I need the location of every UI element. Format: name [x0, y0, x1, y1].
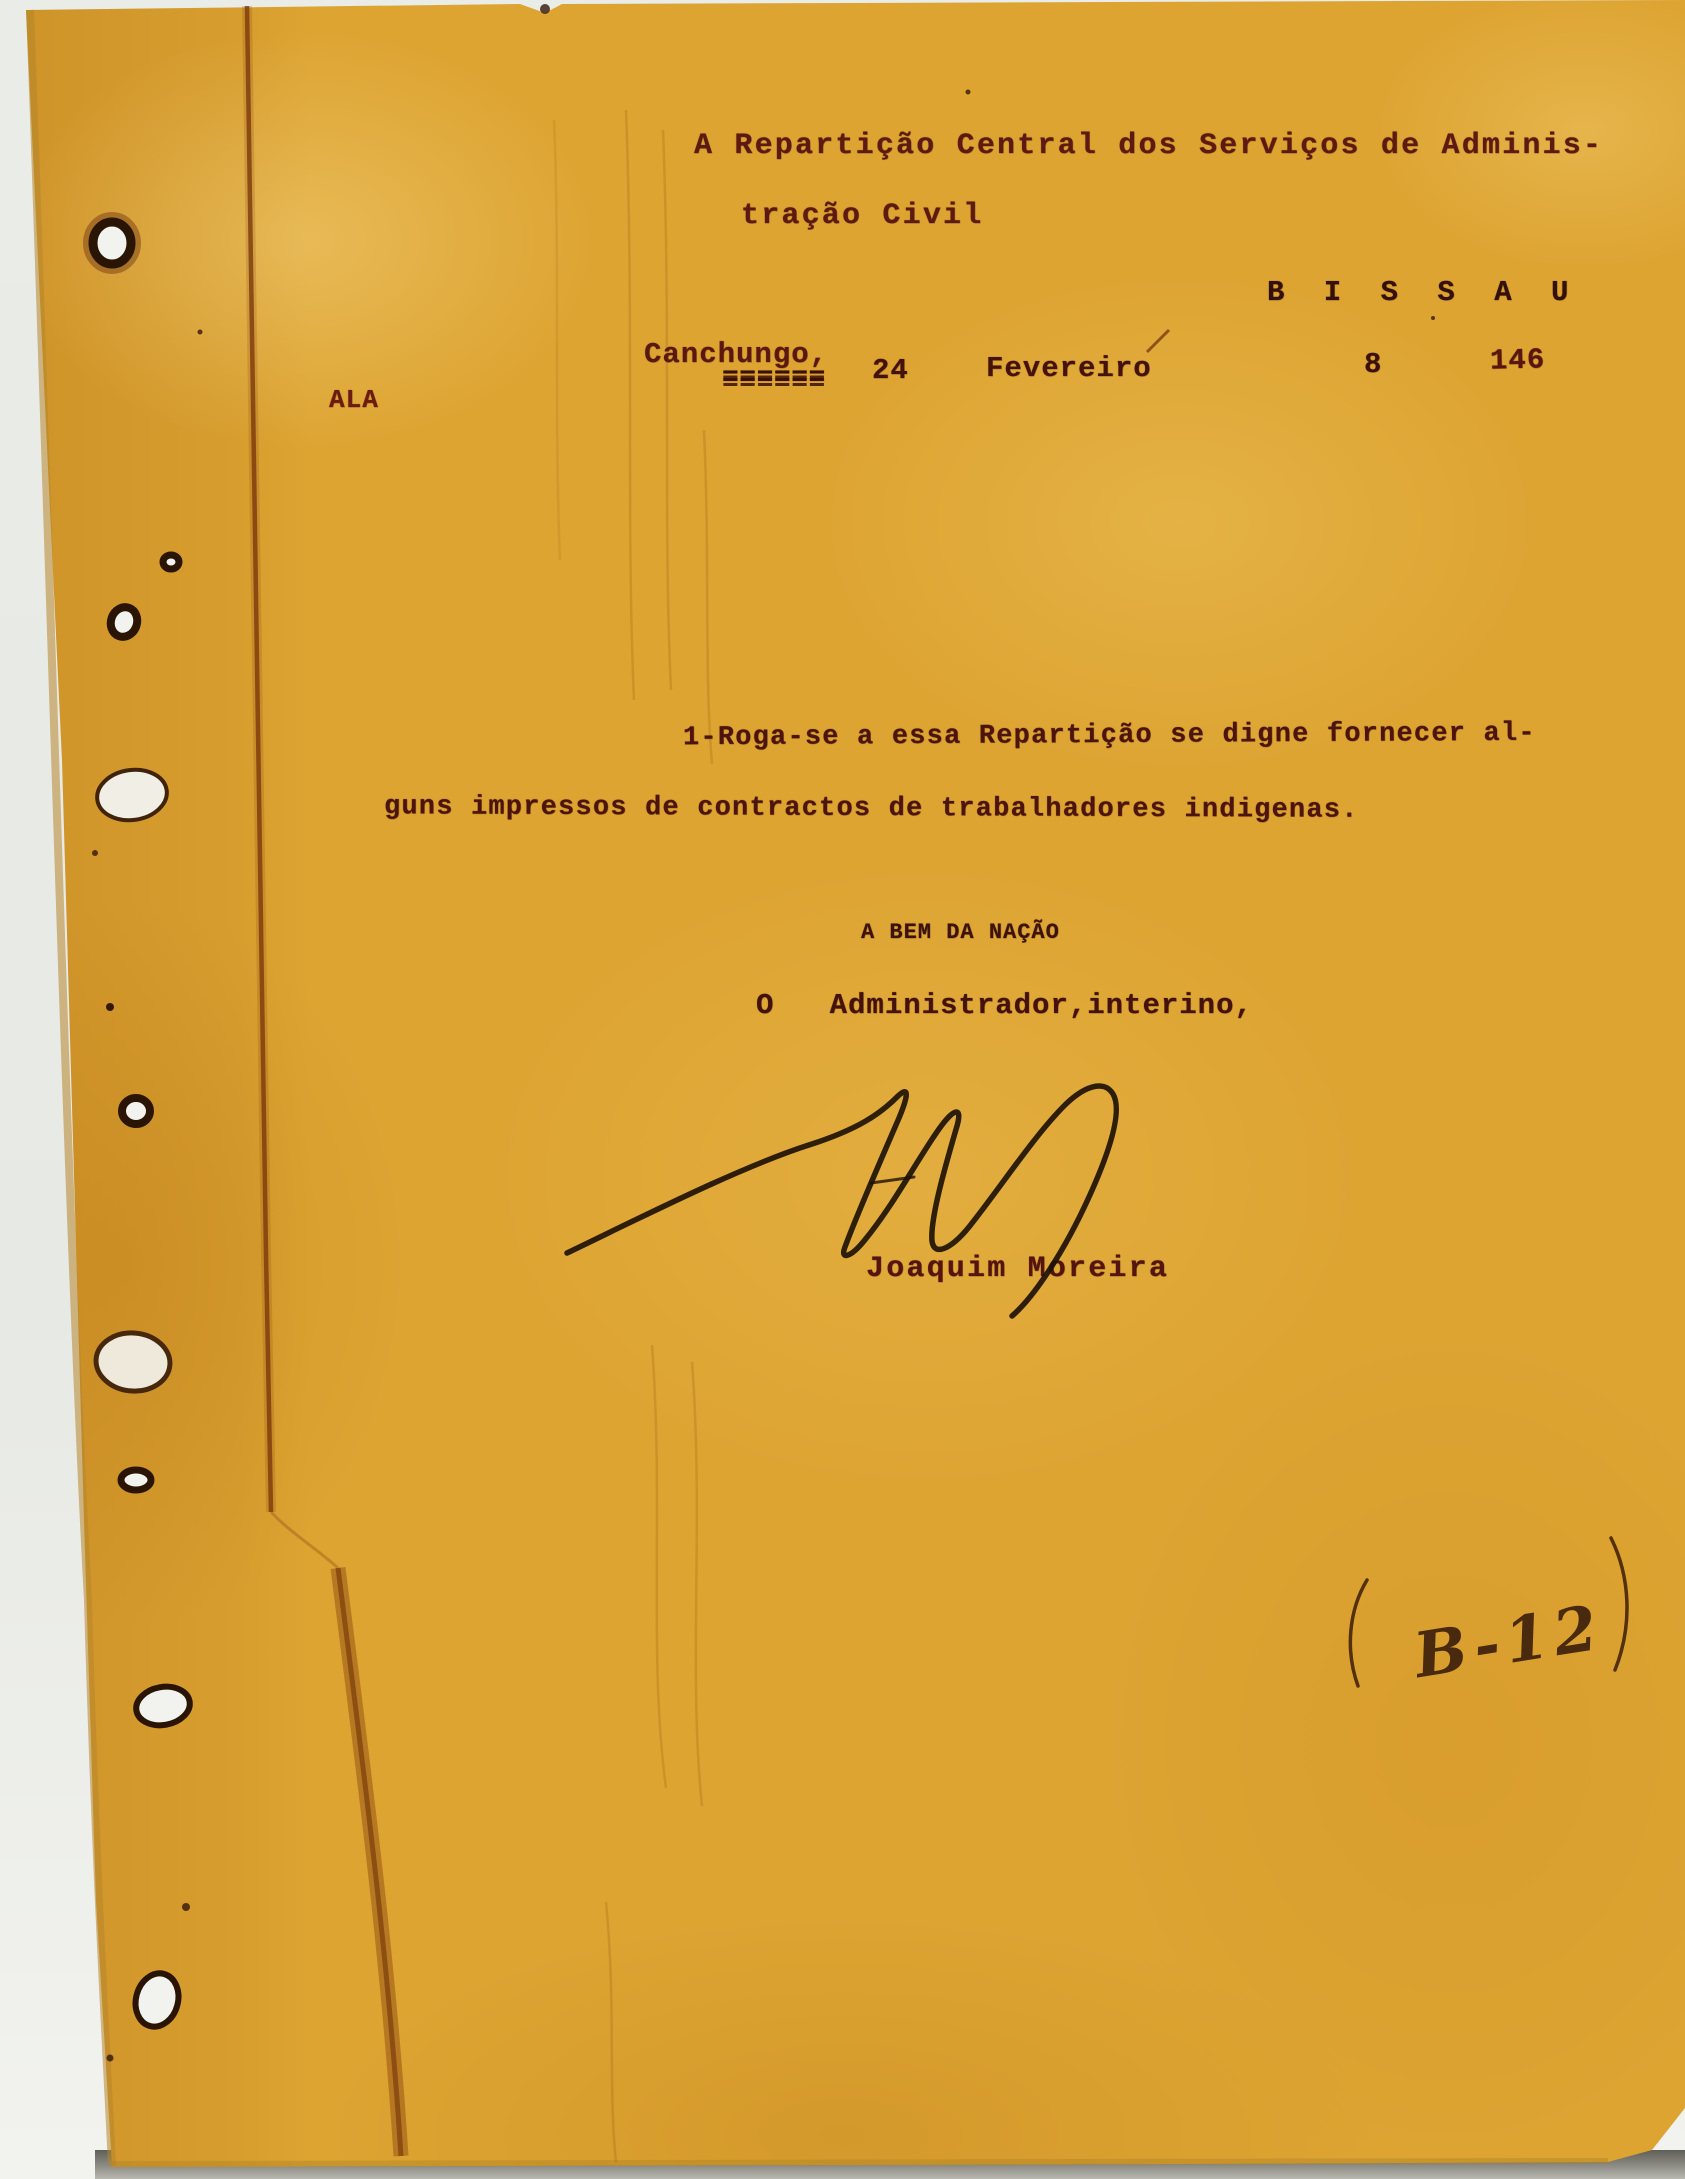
dateline-day: 24	[872, 354, 909, 387]
dateline-place: Canchungo,	[644, 338, 829, 371]
signer-role-line: O Administrador,interino,	[756, 989, 1253, 1022]
body-line-1: 1-Roga-se a essa Repartição se digne fornecer al-	[682, 718, 1536, 754]
recipient-line-1: A Repartição Central dos Serviços de Adminis-	[694, 129, 1604, 163]
dateline-number: 146	[1489, 343, 1546, 378]
body-line-2: guns impressos de contractos de trabalhadores indigenas.	[383, 792, 1359, 826]
recipient-line-2: tração Civil	[741, 199, 984, 233]
city-line: B I S S A U	[1267, 276, 1580, 309]
dateline-hour: 8	[1364, 348, 1383, 381]
signer-name-line: Joaquim Moreira	[866, 1252, 1170, 1286]
motto-line: A BEM DA NAÇÃO	[861, 920, 1060, 945]
archival-annotation: B-12	[1409, 1590, 1608, 1693]
margin-note: ALA	[329, 385, 379, 415]
dateline-month: Fevereiro	[986, 352, 1152, 385]
dateline-underline: ======	[722, 363, 826, 394]
